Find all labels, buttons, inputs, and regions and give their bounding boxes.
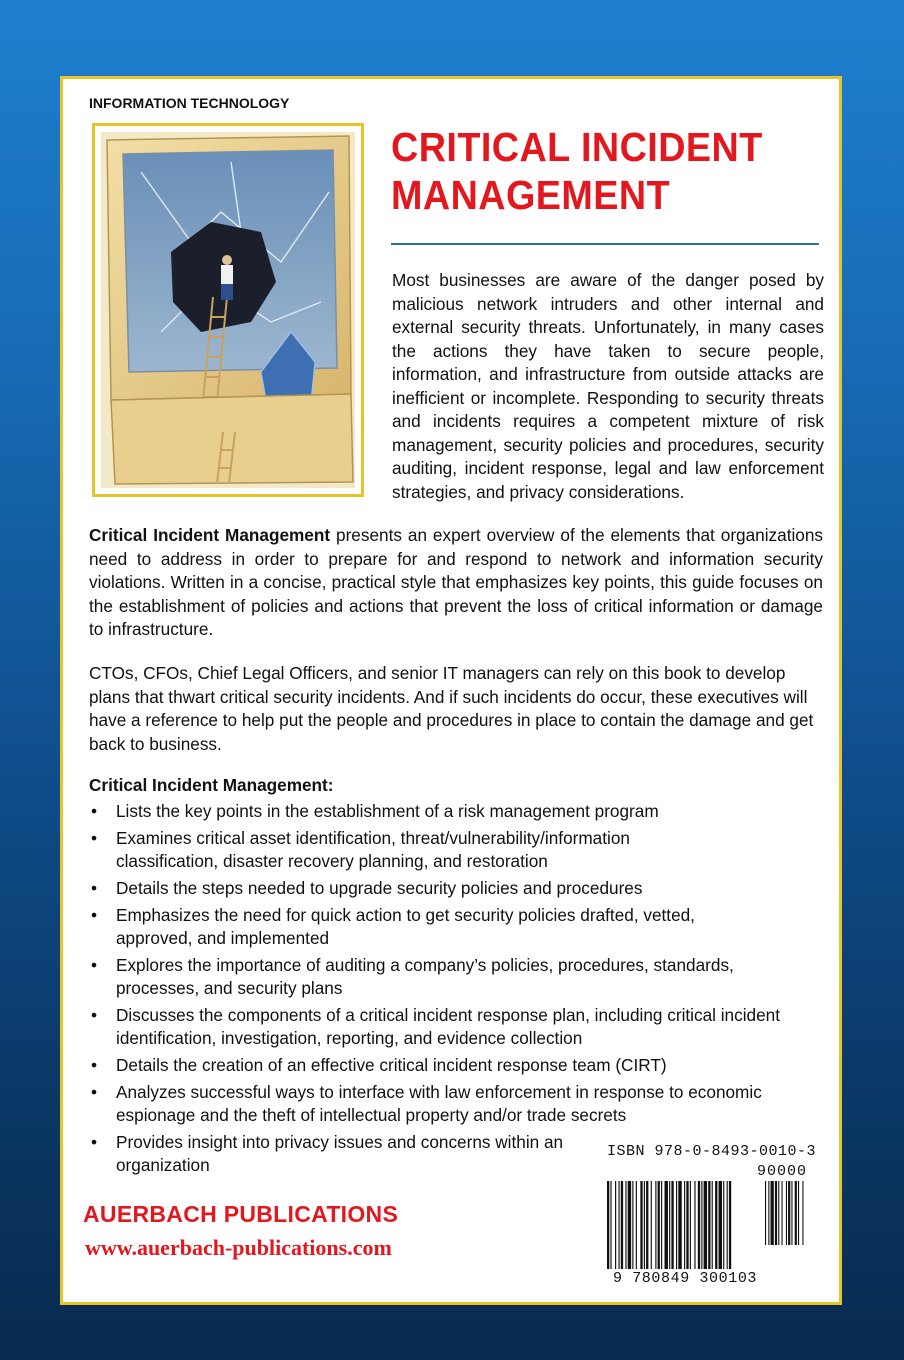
list-item [89, 1131, 576, 1177]
feature-text: Explores the importance of auditing a company’s policies, procedures, standards, processes, and security plans [116, 955, 734, 998]
barcode-bar [686, 1181, 688, 1269]
barcode-bar [619, 1181, 620, 1269]
barcode-bar [610, 1181, 611, 1269]
bullet-icon: • [91, 828, 98, 848]
barcode-bar [655, 1181, 656, 1269]
barcode-bar [640, 1181, 642, 1269]
feature-text: Discusses the components of a critical incident response plan, including critical incident identification, investigation, reporting, and evidence collection [116, 1005, 780, 1048]
title-divider [391, 243, 819, 245]
bullet-icon: • [91, 1055, 98, 1075]
barcode-bar [765, 1181, 766, 1245]
book-title [391, 123, 796, 219]
back-cover-panel [60, 76, 842, 1305]
bullet-icon: • [91, 801, 98, 821]
barcode-bar [782, 1181, 783, 1245]
barcode-bar [615, 1181, 616, 1269]
feature-text: Lists the key points in the establishment of a risk management program [116, 801, 659, 821]
barcode-bar [704, 1181, 707, 1269]
barcode-bar [768, 1181, 769, 1245]
overview-text: presents an expert overview of the elements that organizations need to address in order to prepare for and respond to network and information security violations. Written in a concise, practical style that emphasizes key points, this guide focuses on the establishment of policies and actions that prevent the loss of critical information or damage to infrastructure. [89, 525, 824, 639]
barcode-bar [791, 1181, 792, 1245]
bullet-icon: • [91, 905, 98, 925]
cover-illustration [92, 123, 364, 497]
barcode-bar [694, 1181, 695, 1269]
isbn-barcode [605, 1143, 817, 1293]
barcode-bar [715, 1181, 717, 1269]
barcode-bar [698, 1181, 700, 1269]
feature-text: Details the creation of an effective critical incident response team (CIRT) [116, 1055, 667, 1075]
barcode-bar [798, 1181, 799, 1245]
barcode-bar [625, 1181, 626, 1269]
feature-text: Emphasizes the need for quick action to get security policies drafted, vetted, approved, and implemented [116, 905, 695, 948]
barcode-bar [719, 1181, 722, 1269]
feature-text: Examines critical asset identification, threat/vulnerability/information classification, disaster recovery planning, and restoration [116, 828, 630, 871]
barcode-bar [690, 1181, 691, 1269]
barcode-bar [646, 1181, 648, 1269]
book-title-line2: MANAGEMENT [391, 172, 671, 218]
barcode-bar [661, 1181, 662, 1269]
overview-book-title: Critical Incident Management [89, 525, 331, 545]
barcode-bar [671, 1181, 673, 1269]
barcode-bar [727, 1181, 728, 1269]
barcode-bar [729, 1181, 731, 1269]
feature-text: Provides insight into privacy issues and concerns within an organization [116, 1132, 564, 1175]
barcode-bar [786, 1181, 787, 1245]
intro-paragraph: Most businesses are aware of the danger posed by malicious network intruders and other internal and external security threats. Unfortunately, in many cases the actions they have taken to secure people, information, and infrastructure from outside attacks are inefficient or incomplete. Responding to security threats and incidents requires a competent mixture of risk management, security policies and procedures, security auditing, incident response, legal and law enforcement strategies, and privacy considerations. [392, 270, 824, 502]
barcode-bar [621, 1181, 623, 1269]
barcode-icon [605, 1181, 811, 1277]
barcode-bar [628, 1181, 631, 1269]
list-item [89, 1054, 829, 1077]
overview-paragraph [89, 524, 823, 642]
broken-monitor-illustration [101, 132, 355, 488]
barcode-bar [644, 1181, 645, 1269]
bullet-icon: • [91, 1082, 98, 1102]
list-item [89, 904, 726, 950]
list-item [89, 877, 829, 900]
publisher-name: AUERBACH PUBLICATIONS [83, 1201, 399, 1227]
barcode-bar [665, 1181, 668, 1269]
bullet-icon: • [91, 1005, 98, 1025]
feature-text: Details the steps needed to upgrade security policies and procedures [116, 878, 643, 898]
barcode-bar [636, 1181, 637, 1269]
barcode-bar [676, 1181, 677, 1269]
barcode-bar [678, 1181, 681, 1269]
barcode-bar [632, 1181, 633, 1269]
features-heading: Critical Incident Management: [89, 775, 334, 795]
barcode-bar [701, 1181, 702, 1269]
barcode-bar [712, 1181, 713, 1269]
barcode-bar [684, 1181, 685, 1269]
ean-digits: 9 780849 300103 [613, 1270, 758, 1287]
list-item [89, 800, 829, 823]
barcode-bar [607, 1181, 609, 1269]
barcode-bar [658, 1181, 660, 1269]
category-label: INFORMATION TECHNOLOGY [89, 95, 290, 111]
barcode-bar [802, 1181, 803, 1245]
barcode-bar [778, 1181, 779, 1245]
list-item [89, 1004, 829, 1050]
barcode-bar [669, 1181, 670, 1269]
list-item [89, 954, 736, 1000]
barcode-bar [795, 1181, 797, 1245]
bullet-icon: • [91, 878, 98, 898]
bullet-icon: • [91, 1132, 98, 1152]
barcode-bar [651, 1181, 652, 1269]
features-list [89, 800, 829, 1181]
barcode-bar [775, 1181, 777, 1245]
barcode-bar [708, 1181, 710, 1269]
book-title-line1: CRITICAL INCIDENT [391, 124, 763, 170]
price-code: 90000 [756, 1163, 807, 1180]
list-item [89, 827, 736, 873]
barcode-bar [788, 1181, 790, 1245]
feature-text: Analyzes successful ways to interface with law enforcement in response to economic espionage and the theft of intellectual property and/or trade secrets [116, 1082, 762, 1125]
publisher-url: www.auerbach-publications.com [85, 1235, 392, 1260]
list-item [89, 1081, 829, 1127]
audience-paragraph: CTOs, CFOs, Chief Legal Officers, and senior IT managers can rely on this book to develop plans that thwart critical security incidents. And if such incidents do occur, these executives will have a reference to help put the people and procedures in place to contain the damage and get back to business. [89, 663, 814, 754]
barcode-bar [723, 1181, 724, 1269]
bullet-icon: • [91, 955, 98, 975]
isbn-number: ISBN 978-0-8493-0010-3 [607, 1143, 817, 1160]
barcode-bar [771, 1181, 774, 1245]
